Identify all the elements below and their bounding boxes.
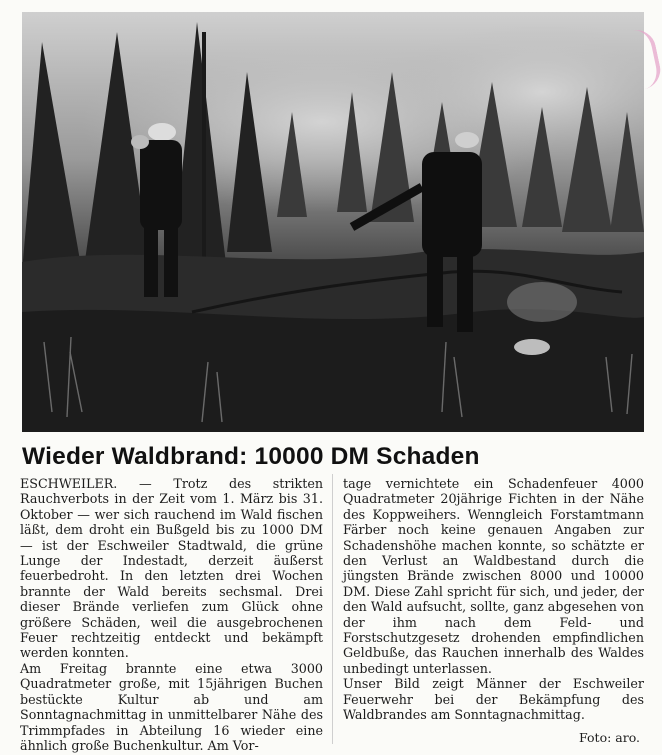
news-photo-firefighters	[22, 12, 644, 432]
article-column-left	[20, 476, 323, 753]
paragraph: Unser Bild zeigt Männer der Eschweiler Feuerwehr bei der Bekämpfung des Waldbrandes am Sonntagnachmittag.	[343, 676, 644, 723]
article-column-right	[343, 476, 644, 723]
paragraph: tage vernichtete ein Schadenfeuer 4000 Quadratmeter 20jährige Fichten in der Nähe des Koppweihers. Wenngleich Forstamtmann Färber noch keine genauen Angaben zur Schadenshöhe machen konnte, so schätzte er den Verlust an Waldbestand durch die jüngsten Brände zwischen 8000 und 10000 DM. Diese Zahl spricht für sich, und jeder, der den Wald aufsucht, sollte, ganz abgesehen von der ihm nach dem Feld- und Forstschutzgesetz drohenden empfindlichen Geldbuße, das Rauchen innerhalb des Waldes unbedingt unterlassen.	[343, 476, 644, 676]
paragraph: Am Freitag brannte eine etwa 3000 Quadratmeter große, mit 15jährigen Buchen bestückte Kultur ab und am Sonntagnachmittag in unmittelbarer Nähe des Trimmpfades in Abteilung 16 wieder eine ähnlich große Buchenkultur. Am Vor-	[20, 660, 323, 753]
article-headline: Wieder Waldbrand: 10000 DM Schaden	[22, 443, 480, 470]
column-divider	[332, 474, 333, 744]
paragraph: ESCHWEILER. — Trotz des strikten Rauchverbots in der Zeit vom 1. März bis 31. Oktober — wer sich rauchend im Wald fischen läßt, dem droht ein Bußgeld bis zu 1000 DM — ist der Eschweiler Stadtwald, die grüne Lunge der Indestadt, derzeit äußerst feuerbedroht. In den letzten drei Wochen brannte der Wald bereits sechsmal. Drei dieser Brände verliefen zum Glück ohne größere Schäden, weil die ausgebrochenen Feuer rechtzeitig entdeckt und bekämpft werden konnten.	[20, 476, 323, 661]
photo-credit: Foto: aro.	[579, 730, 640, 745]
